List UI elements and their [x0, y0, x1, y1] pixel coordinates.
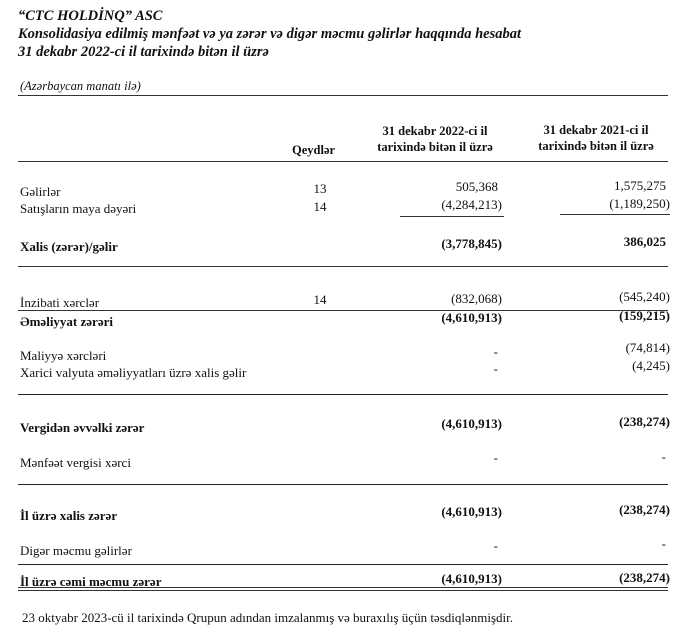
row-label-net-loss: İl üzrə xalis zərər: [20, 508, 118, 523]
header-divider: [18, 95, 668, 96]
row-2022-fx-gain: -: [493, 361, 498, 376]
row-2022-income-tax: -: [493, 450, 498, 465]
col-header-2022-line2: tarixində bitən il üzrə: [377, 140, 493, 154]
row-label-oci: Digər məcmu gəlirlər: [20, 543, 132, 558]
section-divider-5: [18, 564, 668, 565]
row-label-revenue: Gəlirlər: [20, 184, 61, 199]
row-2021-loss-before-tax: (238,274): [619, 414, 670, 429]
col-header-notes: Qeydlər: [292, 143, 336, 157]
row-note-cost-of-sales: 14: [313, 199, 327, 214]
row-2022-loss-before-tax: (4,610,913): [441, 416, 502, 431]
total-rule-1: [18, 587, 668, 588]
section-divider-1: [18, 266, 668, 267]
currency-note: (Azərbaycan manatı ilə): [20, 79, 141, 93]
row-label-fx-gain: Xarici valyuta əməliyyatları üzrə xalis gəlir: [20, 365, 247, 380]
row-note-revenue: 13: [313, 181, 327, 196]
row-label-net-result: Xalis (zərər)/gəlir: [20, 239, 118, 254]
row-label-admin-expenses: İnzibati xərclər: [20, 295, 100, 310]
row-2021-operating-loss: (159,215): [619, 308, 670, 323]
row-2021-oci: -: [661, 536, 666, 551]
row-label-finance-costs: Maliyyə xərcləri: [20, 348, 107, 363]
row-2022-net-loss: (4,610,913): [441, 504, 502, 519]
col-header-2021-line1: 31 dekabr 2021-ci il: [543, 123, 649, 137]
statement-title: Konsolidasiya edilmiş mənfəət və ya zərər və digər məcmu gəlirlər haqqında hesabat: [18, 26, 522, 42]
section-divider-3: [18, 394, 668, 395]
row-label-operating-loss: Əməliyyat zərəri: [20, 314, 113, 329]
row-2021-cost-of-sales: (1,189,250): [609, 196, 670, 211]
row-label-loss-before-tax: Vergidən əvvəlki zərər: [20, 420, 145, 435]
row-label-total-comprehensive-loss: İl üzrə cəmi məcmu zərər: [20, 574, 162, 589]
col-header-2021: [516, 122, 676, 154]
row-label-income-tax: Mənfəət vergisi xərci: [20, 455, 131, 470]
row-note-admin-expenses: 14: [313, 292, 327, 307]
row-2021-net-loss: (238,274): [619, 502, 670, 517]
row-2022-oci: -: [493, 538, 498, 553]
row-2021-income-tax: -: [661, 449, 666, 464]
statement-period: 31 dekabr 2022-ci il tarixində bitən il üzrə: [18, 44, 269, 60]
approval-note: 23 oktyabr 2023-cü il tarixində Qrupun adından imzalanmış və buraxılış üçün təsdiqlənmişdir.: [22, 610, 514, 625]
row-2021-fx-gain: (4,245): [632, 358, 670, 373]
section-divider-4: [18, 484, 668, 485]
row-2021-net-result: 386,025: [623, 234, 666, 249]
row-2022-cost-of-sales: (4,284,213): [441, 197, 502, 212]
col-header-2021-line2: tarixində bitən il üzrə: [538, 139, 654, 153]
row-2022-operating-loss: (4,610,913): [441, 310, 502, 325]
columns-divider: [18, 161, 668, 162]
col-header-2022-line1: 31 dekabr 2022-ci il: [382, 124, 488, 138]
row-2022-finance-costs: -: [493, 344, 498, 359]
row-2022-net-result: (3,778,845): [441, 236, 502, 251]
subtotal-rule-2022: [400, 216, 504, 217]
subtotal-rule-2021: [560, 214, 670, 215]
row-2022-revenue: 505,368: [455, 179, 498, 194]
row-label-cost-of-sales: Satışların maya dəyəri: [20, 201, 137, 216]
row-2021-admin-expenses: (545,240): [619, 289, 670, 304]
total-rule-2: [18, 590, 668, 591]
row-2022-total-comprehensive-loss: (4,610,913): [441, 571, 502, 586]
col-header-2022: [352, 123, 518, 155]
row-2022-admin-expenses: (832,068): [451, 291, 502, 306]
row-2021-total-comprehensive-loss: (238,274): [619, 570, 670, 585]
row-2021-revenue: 1,575,275: [614, 178, 666, 193]
row-2021-finance-costs: (74,814): [625, 340, 670, 355]
company-name: “CTC HOLDİNQ” ASC: [18, 8, 163, 24]
